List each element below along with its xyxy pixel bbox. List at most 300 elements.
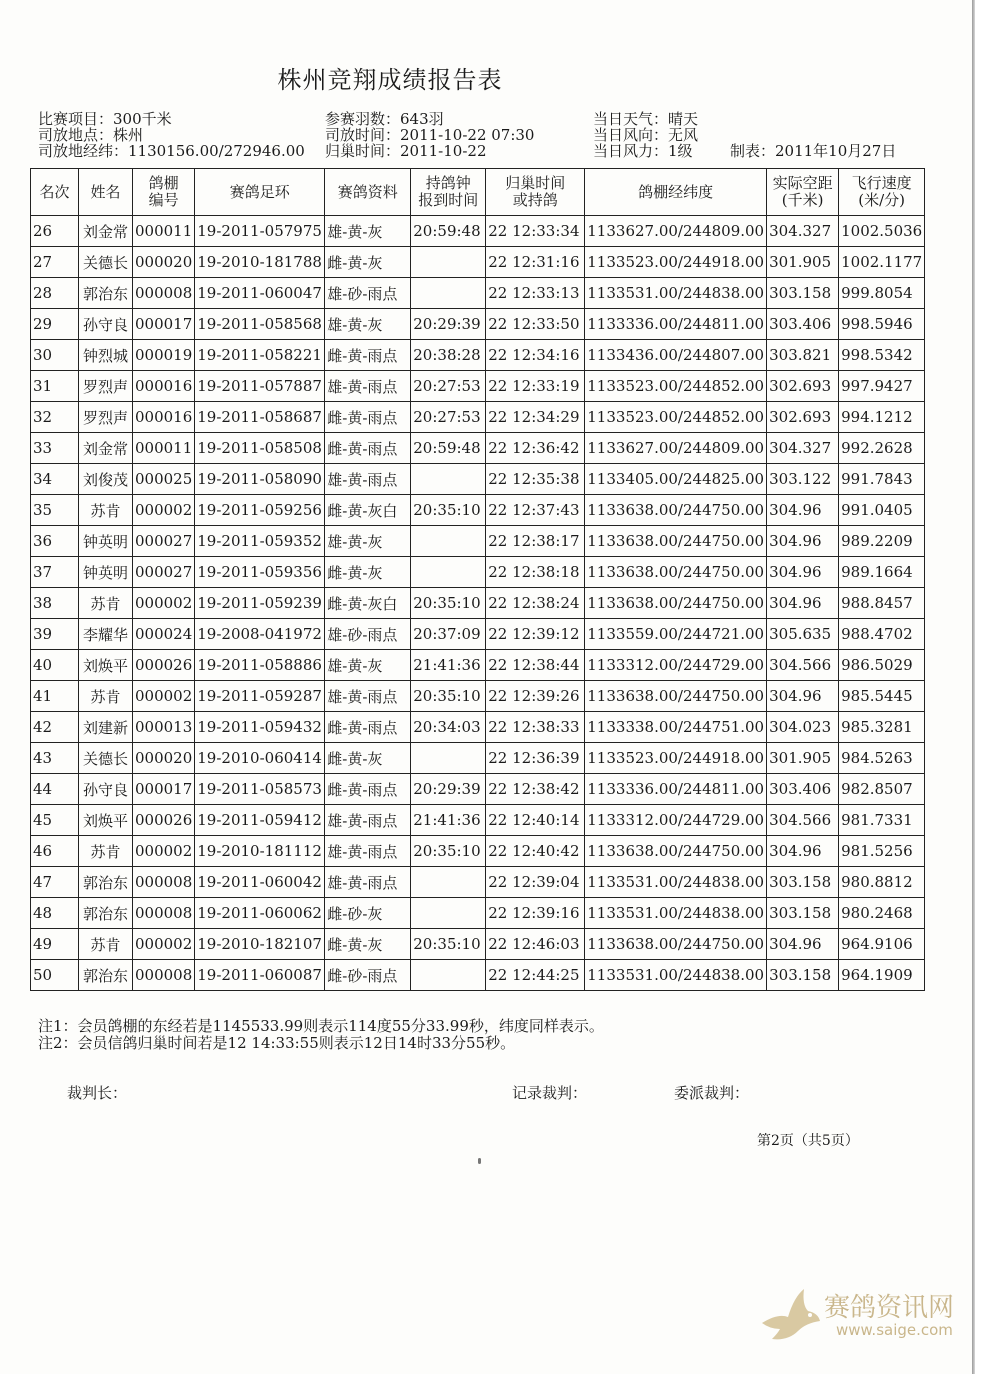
release-coordinates: 司放地经纬：1130156.00/272946.00 [38,142,305,160]
table-cell: 22 12:44:25 [486,960,585,991]
table-cell: 苏肯 [79,495,133,526]
table-cell: 1133312.00/244729.00 [585,650,767,681]
table-cell: 20:35:10 [411,681,486,712]
table-cell: 22 12:38:44 [486,650,585,681]
table-row [31,929,925,960]
table-cell: 20:35:10 [411,929,486,960]
meta-column-1 [38,111,305,159]
table-cell: 刘焕平 [79,650,133,681]
table-cell: 47 [31,867,79,898]
table-cell: 304.566 [767,650,839,681]
table-cell: 27 [31,247,79,278]
table-cell: 45 [31,805,79,836]
table-cell: 000020 [133,247,195,278]
table-cell: 1133336.00/244811.00 [585,774,767,805]
results-table [30,168,925,991]
table-cell: 雌-黄-灰 [325,929,411,960]
table-cell: 1133531.00/244838.00 [585,960,767,991]
table-cell: 19-2011-059352 [195,526,325,557]
table-cell: 罗烈声 [79,402,133,433]
table-row [31,681,925,712]
table-cell: 雄-黄-雨点 [325,681,411,712]
table-cell: 钟英明 [79,557,133,588]
table-row [31,495,925,526]
table-cell: 雄-黄-灰 [325,526,411,557]
table-cell: 000016 [133,371,195,402]
column-header: 名次 [31,169,79,216]
table-cell: 雌-黄-灰 [325,247,411,278]
table-cell: 304.327 [767,433,839,464]
table-cell: 303.821 [767,340,839,371]
table-cell: 33 [31,433,79,464]
table-cell: 刘俊茂 [79,464,133,495]
table-cell: 郭治东 [79,867,133,898]
note-2: 注2：会员信鸽归巢时间若是12 14:33:55则表示12日14时33分55秒。 [38,1034,516,1052]
table-cell: 302.693 [767,402,839,433]
table-cell: 22 12:37:43 [486,495,585,526]
table-cell: 22 12:34:16 [486,340,585,371]
table-cell [411,526,486,557]
table-cell: 984.5263 [839,743,925,774]
entry-count: 参赛羽数：643羽 [325,110,444,128]
table-cell: 钟烈城 [79,340,133,371]
table-cell: 关德长 [79,247,133,278]
table-cell: 1133338.00/244751.00 [585,712,767,743]
table-cell: 22 12:38:24 [486,588,585,619]
table-cell: 992.2628 [839,433,925,464]
table-cell [411,464,486,495]
wind-direction: 当日风向：无风 [593,126,699,144]
table-cell: 000008 [133,960,195,991]
table-cell: 22 12:38:18 [486,557,585,588]
table-cell: 雌-黄-灰白 [325,588,411,619]
table-cell: 19-2011-058090 [195,464,325,495]
table-cell: 1133638.00/244750.00 [585,495,767,526]
table-cell: 34 [31,464,79,495]
table-cell: 19-2011-058886 [195,650,325,681]
table-cell: 000011 [133,433,195,464]
column-header: 飞行速度 (米/分) [839,169,925,216]
table-cell [411,247,486,278]
table-cell: 988.4702 [839,619,925,650]
table-cell: 991.7843 [839,464,925,495]
table-cell: 000016 [133,402,195,433]
table-cell: 1002.5036 [839,216,925,247]
table-cell: 20:35:10 [411,836,486,867]
table-row [31,836,925,867]
table-cell: 雄-黄-雨点 [325,836,411,867]
table-cell: 雄-黄-雨点 [325,805,411,836]
table-cell: 1133405.00/244825.00 [585,464,767,495]
table-row [31,433,925,464]
table-row [31,774,925,805]
table-cell: 20:35:10 [411,495,486,526]
table-cell: 雄-砂-雨点 [325,619,411,650]
table-cell: 1133627.00/244809.00 [585,433,767,464]
table-cell: 19-2011-058573 [195,774,325,805]
table-cell: 44 [31,774,79,805]
table-cell: 郭治东 [79,960,133,991]
table-cell: 19-2011-059432 [195,712,325,743]
table-cell: 1133638.00/244750.00 [585,836,767,867]
table-cell: 刘建新 [79,712,133,743]
table-cell: 303.406 [767,774,839,805]
table-row [31,960,925,991]
table-cell: 19-2010-181112 [195,836,325,867]
table-cell: 35 [31,495,79,526]
table-cell: 22 12:39:26 [486,681,585,712]
table-cell: 1133523.00/244918.00 [585,743,767,774]
chief-referee-label: 裁判长： [67,1084,128,1102]
table-row [31,402,925,433]
table-cell: 1133638.00/244750.00 [585,557,767,588]
table-cell: 19-2011-057887 [195,371,325,402]
release-time: 司放时间：2011-10-22 07:30 [325,126,535,144]
table-cell: 雌-黄-灰白 [325,495,411,526]
table-row [31,247,925,278]
table-cell: 22 12:39:16 [486,898,585,929]
table-cell: 22 12:34:29 [486,402,585,433]
table-cell: 1133336.00/244811.00 [585,309,767,340]
table-cell: 997.9427 [839,371,925,402]
table-cell: 19-2008-041972 [195,619,325,650]
table-cell: 雄-黄-灰 [325,309,411,340]
table-cell: 22 12:39:04 [486,867,585,898]
table-cell: 000017 [133,774,195,805]
table-row [31,371,925,402]
table-cell: 302.693 [767,371,839,402]
return-date: 归巢时间：2011-10-22 [325,142,487,160]
table-cell: 22 12:39:12 [486,619,585,650]
recorder-label: 记录裁判： [512,1084,588,1102]
table-cell: 关德长 [79,743,133,774]
table-row [31,464,925,495]
column-header: 鸽棚经纬度 [585,169,767,216]
table-cell: 苏肯 [79,588,133,619]
table-cell: 964.9106 [839,929,925,960]
weather: 当日天气：晴天 [593,110,699,128]
table-cell: 304.96 [767,495,839,526]
table-cell: 000026 [133,805,195,836]
table-cell: 304.566 [767,805,839,836]
table-row [31,805,925,836]
table-row [31,216,925,247]
table-cell: 郭治东 [79,898,133,929]
table-cell: 19-2011-059239 [195,588,325,619]
table-cell: 19-2010-060414 [195,743,325,774]
watermark [758,1283,968,1353]
table-cell: 31 [31,371,79,402]
table-cell: 雌-黄-灰 [325,557,411,588]
table-cell: 1133638.00/244750.00 [585,526,767,557]
table-cell: 雄-黄-雨点 [325,464,411,495]
table-header-row [31,169,925,216]
table-cell: 42 [31,712,79,743]
table-cell: 985.3281 [839,712,925,743]
table-cell: 000008 [133,867,195,898]
table-cell: 刘焕平 [79,805,133,836]
table-cell: 303.158 [767,960,839,991]
column-header: 持鸽钟 报到时间 [411,169,486,216]
table-cell: 1133638.00/244750.00 [585,588,767,619]
table-cell: 20:59:48 [411,433,486,464]
table-row [31,278,925,309]
table-cell: 000002 [133,836,195,867]
table-cell: 钟英明 [79,526,133,557]
table-cell: 1133531.00/244838.00 [585,898,767,929]
column-header: 实际空距 (千米) [767,169,839,216]
column-header: 鸽棚 编号 [133,169,195,216]
table-cell: 301.905 [767,247,839,278]
table-cell: 20:59:48 [411,216,486,247]
table-cell: 981.5256 [839,836,925,867]
table-cell: 000002 [133,929,195,960]
table-row [31,619,925,650]
table-cell: 19-2011-059287 [195,681,325,712]
table-cell: 19-2011-058508 [195,433,325,464]
watermark-text: 赛鸽资讯网 [824,1293,955,1323]
table-cell: 49 [31,929,79,960]
table-row [31,526,925,557]
table-cell: 301.905 [767,743,839,774]
report-title: 株州竞翔成绩报告表 [277,66,503,94]
table-cell: 000002 [133,588,195,619]
table-cell: 孙守良 [79,774,133,805]
delegate-label: 委派裁判： [674,1084,750,1102]
table-cell: 孙守良 [79,309,133,340]
table-cell: 304.96 [767,588,839,619]
table-cell: 32 [31,402,79,433]
column-header: 归巢时间 或持鸽 [486,169,585,216]
table-cell: 1133312.00/244729.00 [585,805,767,836]
table-cell: 20:27:53 [411,371,486,402]
table-cell: 1133523.00/244852.00 [585,371,767,402]
table-cell: 22 12:36:39 [486,743,585,774]
table-cell: 22 12:33:50 [486,309,585,340]
table-cell: 雌-砂-雨点 [325,960,411,991]
table-cell: 21:41:36 [411,650,486,681]
table-row [31,867,925,898]
table-cell: 20:27:53 [411,402,486,433]
table-cell: 000019 [133,340,195,371]
table-row [31,557,925,588]
column-header: 赛鸽资料 [325,169,411,216]
table-cell: 000027 [133,526,195,557]
table-cell: 304.327 [767,216,839,247]
pigeon-logo-icon [758,1283,822,1347]
table-cell: 19-2011-058568 [195,309,325,340]
table-cell: 19-2011-057975 [195,216,325,247]
note-1: 注1：会员鸽棚的东经若是1145533.99则表示114度55分33.99秒，纬度同样表示。 [38,1017,604,1035]
meta-column-2 [325,111,534,159]
column-header: 姓名 [79,169,133,216]
table-cell: 19-2010-182107 [195,929,325,960]
table-cell: 999.8054 [839,278,925,309]
table-row [31,712,925,743]
table-cell: 22 12:31:16 [486,247,585,278]
table-cell: 304.96 [767,929,839,960]
table-cell: 1133436.00/244807.00 [585,340,767,371]
table-cell [411,898,486,929]
table-cell: 20:35:10 [411,588,486,619]
table-cell: 雌-黄-雨点 [325,402,411,433]
table-cell: 303.122 [767,464,839,495]
table-cell: 000020 [133,743,195,774]
table-cell [411,960,486,991]
table-cell: 22 12:36:42 [486,433,585,464]
table-cell: 20:29:39 [411,774,486,805]
table-cell: 雌-黄-雨点 [325,712,411,743]
table-cell: 1133638.00/244750.00 [585,929,767,960]
notes [38,1018,604,1052]
table-cell: 罗烈声 [79,371,133,402]
table-cell: 苏肯 [79,836,133,867]
table-cell: 21:41:36 [411,805,486,836]
table-cell: 22 12:33:34 [486,216,585,247]
table-cell: 304.023 [767,712,839,743]
table-cell: 22 12:33:13 [486,278,585,309]
table-cell [411,867,486,898]
table-cell: 998.5946 [839,309,925,340]
table-cell: 304.96 [767,681,839,712]
page-edge [972,0,975,1374]
table-cell: 刘金常 [79,433,133,464]
table-cell: 22 12:38:42 [486,774,585,805]
table-cell: 40 [31,650,79,681]
table-cell: 雄-黄-雨点 [325,867,411,898]
table-cell: 19-2010-181788 [195,247,325,278]
table-cell: 19-2011-059412 [195,805,325,836]
table-cell: 郭治东 [79,278,133,309]
paper-speck [478,1158,481,1164]
table-cell: 48 [31,898,79,929]
table-cell: 000025 [133,464,195,495]
table-cell: 989.1664 [839,557,925,588]
table-cell: 1133531.00/244838.00 [585,867,767,898]
table-cell: 1002.1177 [839,247,925,278]
table-cell: 22 12:40:14 [486,805,585,836]
table-cell: 雄-黄-雨点 [325,371,411,402]
table-cell [411,278,486,309]
table-cell: 22 12:40:42 [486,836,585,867]
table-cell: 000026 [133,650,195,681]
table-cell: 303.158 [767,898,839,929]
table-cell: 304.96 [767,557,839,588]
table-cell: 19-2011-060087 [195,960,325,991]
table-cell: 000011 [133,216,195,247]
table-cell: 000013 [133,712,195,743]
table-cell: 36 [31,526,79,557]
table-cell: 982.8507 [839,774,925,805]
table-cell: 19-2011-060062 [195,898,325,929]
table-cell: 雄-黄-灰 [325,650,411,681]
table-cell: 305.635 [767,619,839,650]
table-cell: 22 12:38:33 [486,712,585,743]
table-cell: 303.406 [767,309,839,340]
table-cell: 994.1212 [839,402,925,433]
table-cell: 000024 [133,619,195,650]
table-cell: 000002 [133,681,195,712]
table-body [31,216,925,991]
table-cell: 20:29:39 [411,309,486,340]
table-cell: 989.2209 [839,526,925,557]
table-cell: 1133531.00/244838.00 [585,278,767,309]
table-cell: 李耀华 [79,619,133,650]
table-cell: 1133559.00/244721.00 [585,619,767,650]
table-cell: 刘金常 [79,216,133,247]
table-cell: 304.96 [767,836,839,867]
meta-column-3 [593,111,698,159]
table-cell: 22 12:33:19 [486,371,585,402]
table-cell: 964.1909 [839,960,925,991]
table-cell: 26 [31,216,79,247]
table-cell: 998.5342 [839,340,925,371]
table-cell: 000008 [133,278,195,309]
table-cell: 980.8812 [839,867,925,898]
table-cell: 1133627.00/244809.00 [585,216,767,247]
table-row [31,743,925,774]
table-cell: 304.96 [767,526,839,557]
table-cell: 980.2468 [839,898,925,929]
table-cell: 雌-黄-雨点 [325,774,411,805]
table-row [31,650,925,681]
table-cell: 000027 [133,557,195,588]
table-cell: 000002 [133,495,195,526]
race-item: 比赛项目：300千米 [38,110,172,128]
table-cell: 43 [31,743,79,774]
table-row [31,898,925,929]
table-cell: 20:37:09 [411,619,486,650]
table-cell: 20:34:03 [411,712,486,743]
table-cell: 39 [31,619,79,650]
table-cell: 986.5029 [839,650,925,681]
table-cell: 1133523.00/244852.00 [585,402,767,433]
table-cell: 雌-砂-灰 [325,898,411,929]
table-cell: 22 12:46:03 [486,929,585,960]
column-header: 赛鸽足环 [195,169,325,216]
table-cell: 981.7331 [839,805,925,836]
table-cell: 000008 [133,898,195,929]
report-date: 制表：2011年10月27日 [730,142,897,160]
table-cell: 雄-黄-灰 [325,216,411,247]
table-cell: 雄-砂-雨点 [325,278,411,309]
table-cell: 22 12:38:17 [486,526,585,557]
table-cell: 19-2011-059256 [195,495,325,526]
table-cell: 28 [31,278,79,309]
table-cell: 50 [31,960,79,991]
table-cell: 雌-黄-雨点 [325,340,411,371]
table-cell: 19-2011-058221 [195,340,325,371]
table-cell: 41 [31,681,79,712]
table-cell: 19-2011-060042 [195,867,325,898]
table-cell: 30 [31,340,79,371]
table-cell: 29 [31,309,79,340]
table-cell [411,743,486,774]
table-cell: 苏肯 [79,929,133,960]
table-cell: 988.8457 [839,588,925,619]
table-cell [411,557,486,588]
table-cell: 苏肯 [79,681,133,712]
table-cell: 000017 [133,309,195,340]
release-location: 司放地点：株州 [38,126,144,144]
watermark-url: www.saige.com [836,1321,953,1339]
table-cell: 19-2011-058687 [195,402,325,433]
table-row [31,309,925,340]
table-cell: 985.5445 [839,681,925,712]
wind-force: 当日风力：1级 [593,142,693,160]
table-cell: 19-2011-059356 [195,557,325,588]
table-row [31,340,925,371]
